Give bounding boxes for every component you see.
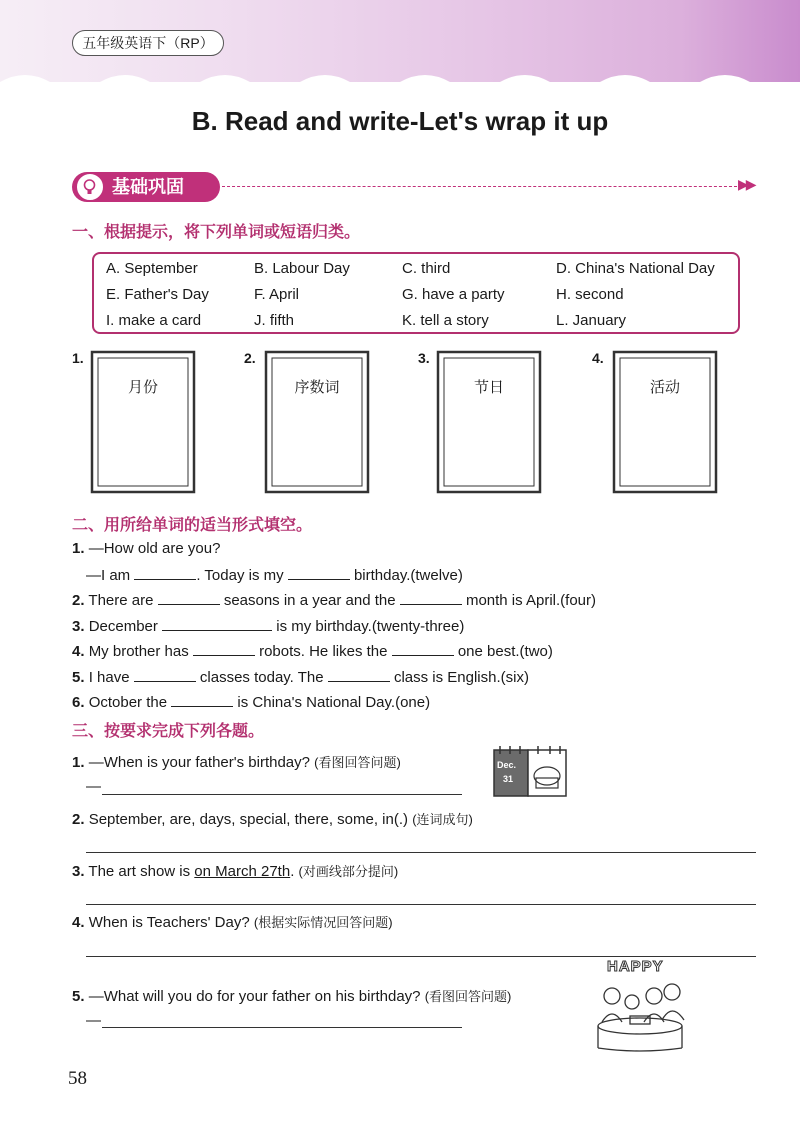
word-item: K. tell a story <box>402 312 489 329</box>
answer-blank[interactable] <box>193 641 255 656</box>
q-instruction: (连词成句) <box>412 812 473 827</box>
answer-line[interactable] <box>86 956 756 957</box>
fill-question-3 <box>72 616 464 635</box>
task-question-5 <box>72 986 511 1005</box>
q-num: 3. <box>72 863 85 880</box>
q-text: —I am <box>86 567 131 584</box>
answer-line[interactable] <box>102 1027 462 1028</box>
q-instruction: (看图回答问题) <box>424 989 512 1004</box>
q-num: 5. <box>72 988 85 1005</box>
frame-label: 月份 <box>127 379 158 396</box>
q-text: classes today. The <box>199 669 324 686</box>
q-num: 1. <box>72 540 85 557</box>
calendar-day: 31 <box>503 774 514 784</box>
q-text: . <box>290 863 295 880</box>
word-item: J. fifth <box>254 312 295 329</box>
answer-blank[interactable] <box>288 565 350 580</box>
task-question-4 <box>72 912 393 931</box>
word-item: A. September <box>106 260 198 277</box>
word-item: D. China's National Day <box>556 260 715 277</box>
section-badge: 基础巩固 <box>72 172 220 202</box>
category-frame <box>436 350 542 494</box>
fill-question-2 <box>72 590 596 609</box>
category-frame <box>612 350 718 494</box>
q-text: When is Teachers' Day? <box>88 914 250 931</box>
q-text: September, are, days, special, there, some, in(.) <box>88 811 409 828</box>
q-text: October the <box>88 694 168 711</box>
q-text: December <box>88 618 158 635</box>
answer-blank[interactable] <box>392 641 454 656</box>
part1-heading: 一、根据提示，将下列单词或短语归类。 <box>72 224 361 241</box>
frame-label: 序数词 <box>294 379 340 396</box>
word-bank <box>92 252 740 334</box>
q-text: one best.(two) <box>457 643 553 660</box>
calendar-month: Dec. <box>497 760 517 770</box>
frame-number: 3. <box>418 350 430 366</box>
underlined-phrase: on March 27th <box>194 863 291 880</box>
word-item: I. make a card <box>106 312 202 329</box>
frame-number: 2. <box>244 350 256 366</box>
task-question-1 <box>72 752 401 771</box>
fill-question-4 <box>72 641 553 660</box>
q-num: 5. <box>72 669 85 686</box>
answer-blank[interactable] <box>171 692 233 707</box>
word-item: L. January <box>556 312 627 329</box>
lightbulb-icon <box>76 173 104 201</box>
q-num: 1. <box>72 754 85 771</box>
fill-question-1-answer <box>86 565 463 584</box>
fill-question-6 <box>72 692 430 711</box>
answer-blank[interactable] <box>158 590 220 605</box>
q-text: —How old are you? <box>88 540 221 557</box>
frame-number: 4. <box>592 350 604 366</box>
q-text: robots. He likes the <box>259 643 388 660</box>
header-wave <box>0 60 800 100</box>
task-question-3 <box>72 861 398 880</box>
badge-divider <box>222 186 737 187</box>
double-arrow-icon: ▶▶ <box>738 176 754 192</box>
q-text: birthday.(twelve) <box>353 567 463 584</box>
frame-number: 1. <box>72 350 84 366</box>
q-text: —When is your father's birthday? <box>88 754 310 771</box>
answer-blank[interactable] <box>134 667 196 682</box>
category-frame <box>90 350 196 494</box>
q-instruction: (看图回答问题) <box>314 755 401 770</box>
answer-dash: — <box>86 778 101 795</box>
answer-line[interactable] <box>102 794 462 795</box>
q-text: month is April.(four) <box>465 592 596 609</box>
page-number: 58 <box>68 1068 87 1089</box>
answer-blank[interactable] <box>134 565 196 580</box>
q-num: 3. <box>72 618 85 635</box>
page-title: B. Read and write-Let's wrap it up <box>191 106 609 136</box>
q-num: 4. <box>72 643 85 660</box>
frame-label: 活动 <box>649 379 680 396</box>
q-text: There are <box>88 592 154 609</box>
answer-blank[interactable] <box>400 590 462 605</box>
frame-label: 节日 <box>473 379 504 396</box>
part3-heading: 三、按要求完成下列各题。 <box>72 723 265 740</box>
q-text: seasons in a year and the <box>223 592 396 609</box>
q-text: is China's National Day.(one) <box>237 694 431 711</box>
q-text: —What will you do for your father on his birthday? <box>88 988 421 1005</box>
birthday-party-illustration <box>588 962 692 1052</box>
word-item: C. third <box>402 260 451 277</box>
fill-question-5 <box>72 667 529 686</box>
task-question-2 <box>72 809 473 828</box>
answer-blank[interactable] <box>328 667 390 682</box>
q-text: class is English.(six) <box>393 669 529 686</box>
happy-banner: HAPPY <box>607 958 664 975</box>
word-item: G. have a party <box>402 286 505 303</box>
answer-line[interactable] <box>86 852 756 853</box>
q-text: is my birthday.(twenty-three) <box>276 618 465 635</box>
word-item: H. second <box>556 286 624 303</box>
word-item: E. Father's Day <box>106 286 209 303</box>
q-num: 6. <box>72 694 85 711</box>
q-text: . Today is my <box>196 567 284 584</box>
q-text: I have <box>88 669 130 686</box>
q-num: 4. <box>72 914 85 931</box>
q-text: The art show is <box>88 863 195 880</box>
q-num: 2. <box>72 811 85 828</box>
answer-dash: — <box>86 1012 101 1029</box>
fill-question-1 <box>72 540 220 557</box>
book-tag: 五年级英语下（RP） <box>72 30 224 56</box>
answer-line[interactable] <box>86 904 756 905</box>
category-frame <box>264 350 370 494</box>
q-instruction: (根据实际情况回答问题) <box>253 915 393 930</box>
calendar-illustration <box>492 744 572 800</box>
q-instruction: (对画线部分提问) <box>298 864 399 879</box>
word-item: B. Labour Day <box>254 260 350 277</box>
word-item: F. April <box>254 286 300 303</box>
q-num: 2. <box>72 592 85 609</box>
q-text: My brother has <box>88 643 189 660</box>
part2-heading: 二、用所给单词的适当形式填空。 <box>72 517 313 534</box>
answer-blank[interactable] <box>162 616 272 631</box>
